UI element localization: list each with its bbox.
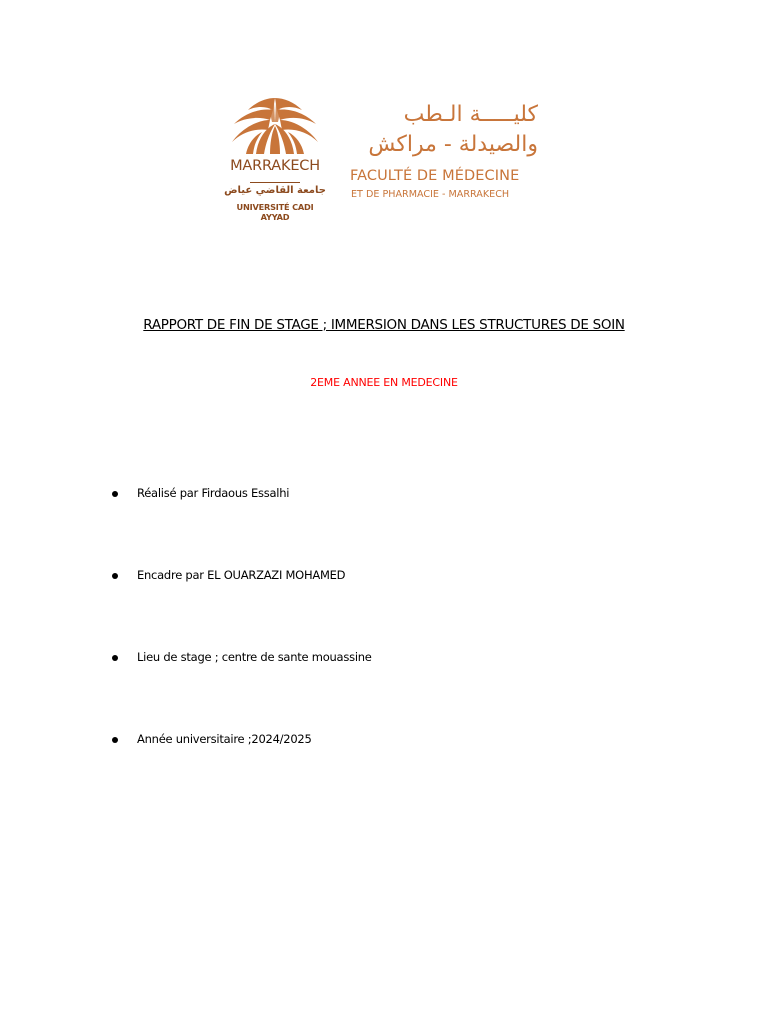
bullet-icon — [112, 737, 118, 743]
faculty-logo — [222, 94, 542, 222]
author-text: Réalisé par Firdaous Essalhi — [137, 486, 290, 500]
emblem-divider — [250, 182, 300, 183]
academic-year-text: Année universitaire ;2024/2025 — [137, 732, 312, 746]
faculty-french-name-line1: FACULTÉ DE MÉDECINE — [350, 168, 520, 184]
faculty-arabic-name-line1: كليـــــة الـطب — [403, 102, 538, 127]
university-emblem — [222, 94, 328, 222]
university-arabic-name: جامعة القاضي عياض — [224, 185, 326, 196]
palm-tree-emblem-icon — [226, 94, 324, 158]
bullet-icon — [112, 655, 118, 661]
bullet-icon — [112, 491, 118, 497]
list-item-location — [112, 651, 712, 669]
faculty-french-name-line2: ET DE PHARMACIE - MARRAKECH — [351, 189, 510, 200]
list-item-author — [112, 487, 712, 505]
bullet-icon — [112, 573, 118, 579]
list-item-academic-year — [112, 733, 712, 751]
supervisor-text: Encadre par EL OUARZAZI MOHAMED — [137, 568, 346, 582]
list-item-supervisor — [112, 569, 712, 587]
faculty-arabic-name-line2: والصيدلة - مراكش — [368, 132, 538, 157]
university-latin-name: UNIVERSITÉ CADI AYYAD — [236, 202, 314, 222]
location-text: Lieu de stage ; centre de sante mouassine — [137, 650, 372, 664]
report-subtitle: 2EME ANNEE EN MEDECINE — [310, 376, 458, 389]
university-city-label: MARRAKECH — [230, 158, 320, 174]
report-title: RAPPORT DE FIN DE STAGE ; IMMERSION DANS LES STRUCTURES DE SOIN — [143, 317, 625, 333]
